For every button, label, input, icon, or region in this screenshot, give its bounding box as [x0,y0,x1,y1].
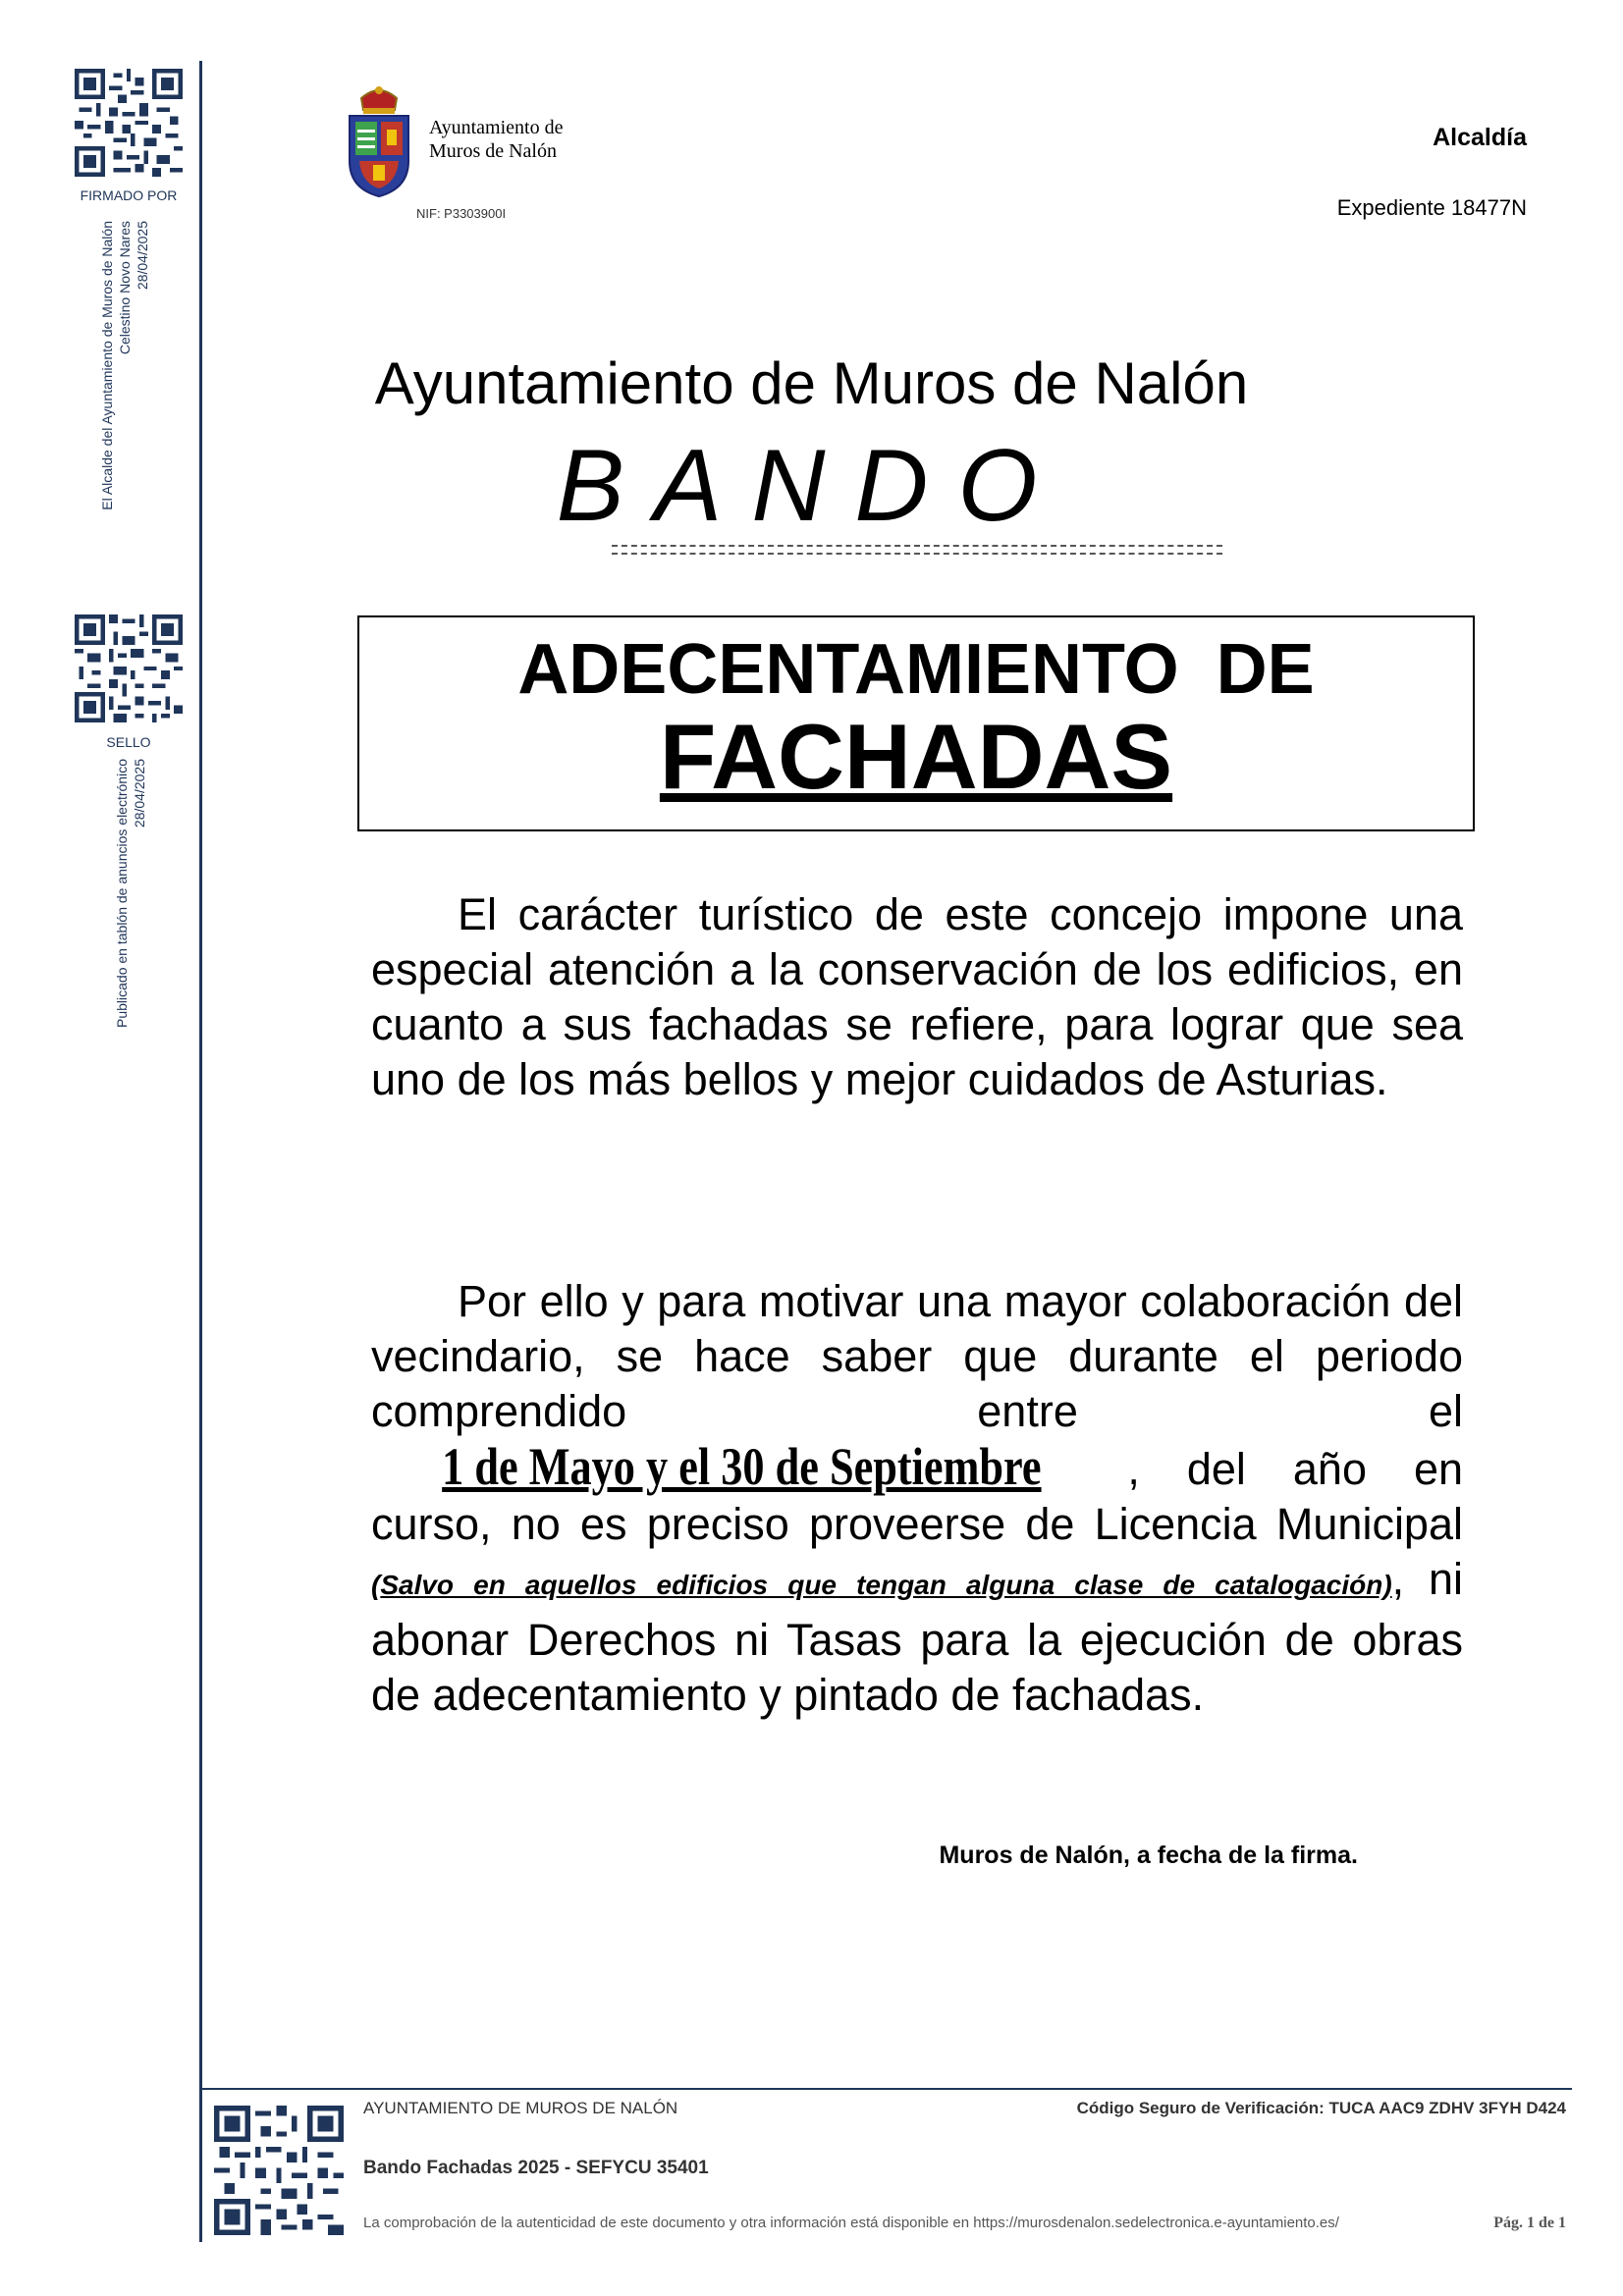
bando-title: BANDO [556,429,1067,543]
title-divider [612,545,1222,555]
seal-label: SELLO [106,734,151,750]
file-number: Expediente 18477N [1336,195,1527,220]
date-range: 1 de Mayo y el 30 de Septiembre [442,1437,1042,1496]
catalog-note-open: ( [371,1570,381,1600]
catalog-note: Salvo en aquellos edificios que tengan alguna clase de catalogación) [380,1570,1392,1600]
seal-line-2: 28/04/2025 [132,759,147,828]
footer-rule [199,2088,1572,2090]
logo-wordmark [429,116,563,163]
paragraph-2-part-3: , ni abonar Derechos ni Tasas para la ejecución de obras de adecentamiento y pintado de fachadas. [371,1554,1463,1720]
document-reference: Bando Fachadas 2025 - SEFYCU 35401 [363,2158,709,2178]
nif-number: NIF: P3303900I [416,206,507,221]
subject-box [357,615,1475,831]
signature-line-1: El Alcalde del Ayuntamiento de Muros de Nalón [99,221,115,510]
department-label: Alcaldía [1433,124,1527,151]
logo-line-1: Ayuntamiento de [429,117,564,138]
paragraph-2-part-1: Por ello y para motivar una mayor colaboración del vecindario, se hace saber que durante el periodo comprendido entre el [371,1276,1463,1436]
logo-line-2: Muros de Nalón [429,140,557,162]
paragraph-1: El carácter turístico de este concejo impone una especial atención a la conservación de los edificios, en cuanto a sus fachadas se refiere, para lograr que sea uno de los más bellos y mejor cuidados de Asturias. [371,889,1463,1104]
subject-line-1: ADECENTAMIENTO DE [517,630,1315,709]
seal-qr-code [75,614,183,722]
page-number: Pág. 1 de 1 [1493,2215,1566,2231]
seal-text [113,759,148,1083]
signature-qr-code [75,69,183,177]
organization-title: Ayuntamiento de Muros de Nalón [374,350,1249,416]
signature-line-3: 28/04/2025 [135,221,150,291]
paragraph-2 [371,1274,1463,1723]
signed-by-label: FIRMADO POR [80,187,178,203]
verification-note: La comprobación de la autenticidad de este documento y otra información está disponible en https://murosdenalon.sedelectronica.e-ayuntamiento.es/ [363,2215,1339,2231]
place-and-date: Muros de Nalón, a fecha de la firma. [939,1842,1358,1869]
subject-line-2: FACHADAS [659,705,1173,808]
csv-qr-code [214,2106,344,2235]
seal-line-1: Publicado en tablón de anuncios electrónico [114,759,130,1028]
signature-line-2: Celestino Novo Nares [117,221,133,355]
verification-code: Código Seguro de Verificación: TUCA AAC9 ZDHV 3FYH D424 [1076,2099,1566,2117]
coat-of-arms-logo [340,84,418,200]
paragraph-2-part-2: , del año en curso, no es preciso proveerse de Licencia Municipal [371,1444,1463,1549]
footer-organization: AYUNTAMIENTO DE MUROS DE NALÓN [363,2099,678,2117]
